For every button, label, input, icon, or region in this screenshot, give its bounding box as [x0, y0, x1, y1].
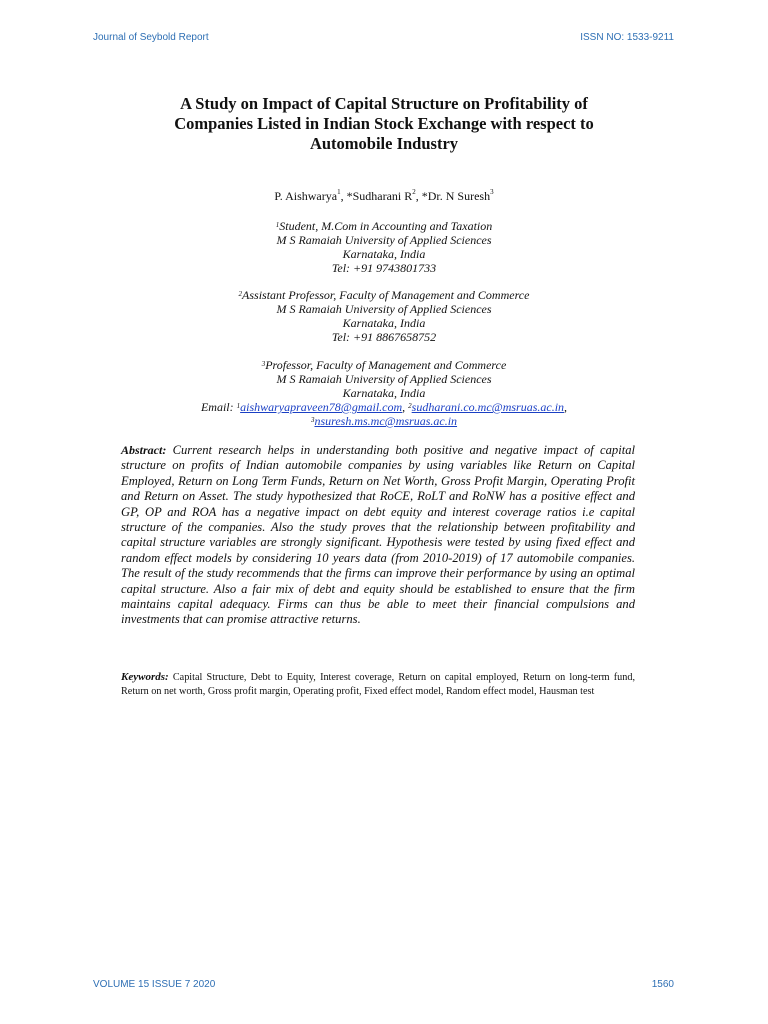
affiliation-role: $^1$Student, M.Com in Accounting and Taxation: [275, 219, 493, 233]
affiliation-location: Karnataka, India: [342, 247, 426, 261]
title-line: Automobile Industry: [309, 134, 459, 153]
volume-issue: VOLUME 15 ISSUE 7 2020: [93, 979, 216, 990]
author-list: [120, 189, 648, 204]
affiliation-university: M S Ramaiah University of Applied Sciences: [276, 233, 492, 247]
affiliation-role: $^3$Professor, Faculty of Management and Commerce: [261, 358, 507, 372]
author-name: , *Dr. N Suresh: [415, 189, 491, 203]
author-superscript: 3: [490, 188, 494, 196]
affiliation-2: [120, 288, 648, 344]
email-link-3[interactable]: nsuresh.ms.mc@msruas.ac.in: [314, 414, 458, 428]
journal-name: Journal of Seybold Report: [93, 32, 209, 43]
title-line: Companies Listed in Indian Stock Exchange with respect to: [174, 114, 594, 133]
affiliation-role: $^2$Assistant Professor, Faculty of Management and Commerce: [238, 288, 530, 302]
abstract-label: Abstract:: [121, 443, 167, 457]
keywords-label: Keywords:: [121, 671, 169, 683]
email-line: Email: $^1$aishwaryapraveen78@gmail.com, $^2$sudharani.co.mc@msruas.ac.in,: [200, 400, 568, 414]
keywords-section: [121, 670, 635, 699]
affiliation-location: Karnataka, India: [342, 386, 426, 400]
affiliation-phone: Tel: +91 8867658752: [331, 330, 437, 344]
author-superscript: 2: [412, 188, 416, 196]
author-superscript: 1: [337, 188, 341, 196]
abstract-section: [121, 443, 635, 628]
affiliation-superscript: 1: [275, 221, 280, 229]
keywords-text: Capital Structure, Debt to Equity, Interest coverage, Return on capital employed, Return on long-term fund, Return on net worth, Gross profit margin, Operating profit, Fixed effect model, Random effect model, Hausman test: [121, 672, 635, 697]
page-number: 1560: [651, 979, 674, 990]
affiliation-university: M S Ramaiah University of Applied Sciences: [276, 302, 492, 316]
author-name: , *Sudharani R: [340, 189, 413, 203]
title-line: A Study on Impact of Capital Structure on Profitability of: [180, 94, 588, 113]
affiliation-phone: Tel: +91 9743801733: [331, 261, 437, 275]
affiliation-location: Karnataka, India: [342, 316, 426, 330]
email-line-2: $^3$nsuresh.ms.mc@msruas.ac.in: [310, 414, 458, 428]
affiliation-superscript: 3: [261, 360, 266, 368]
affiliation-university: M S Ramaiah University of Applied Sciences: [276, 372, 492, 386]
affiliation-superscript: 2: [238, 290, 243, 298]
abstract-text: Current research helps in understanding both positive and negative impact of capital structure on profits of Indian automobile companies by using variables like Return on Capital Employed, Return on Long Term Funds, Return on Net Worth, Gross Profit Margin, Operating Profit and Return on Asset. The study hypothesized that RoCE, RoLT and RoNW has a positive effect and GP, OP and ROA has a negative impact on debt equity and interest coverage ratios i.e capital structure of the companies. Also the study proves that the relationship between profitability and capital structure variables are strongly significant. Hypothesis were tested by using fixed effect and random effect models by considering 10 years data (from 2010-2019) of 17 automobile companies. The result of the study recommends that the firms can improve their performance by using an optimal capital structure. Also a fair mix of debt and equity should be established to ensure that the firm maintains capital adequacy. Firms can thus be able to meet their financial compulsions and investments that can promise attractive returns.: [121, 443, 635, 627]
affiliation-1: [120, 219, 648, 275]
email-link-2[interactable]: sudharani.co.mc@msruas.ac.in: [411, 400, 565, 414]
issn-number: ISSN NO: 1533-9211: [580, 32, 674, 43]
affiliation-3: [120, 358, 648, 428]
paper-title: [120, 94, 648, 154]
author-name: P. Aishwarya: [274, 189, 338, 203]
email-link-1[interactable]: aishwaryapraveen78@gmail.com: [240, 400, 403, 414]
